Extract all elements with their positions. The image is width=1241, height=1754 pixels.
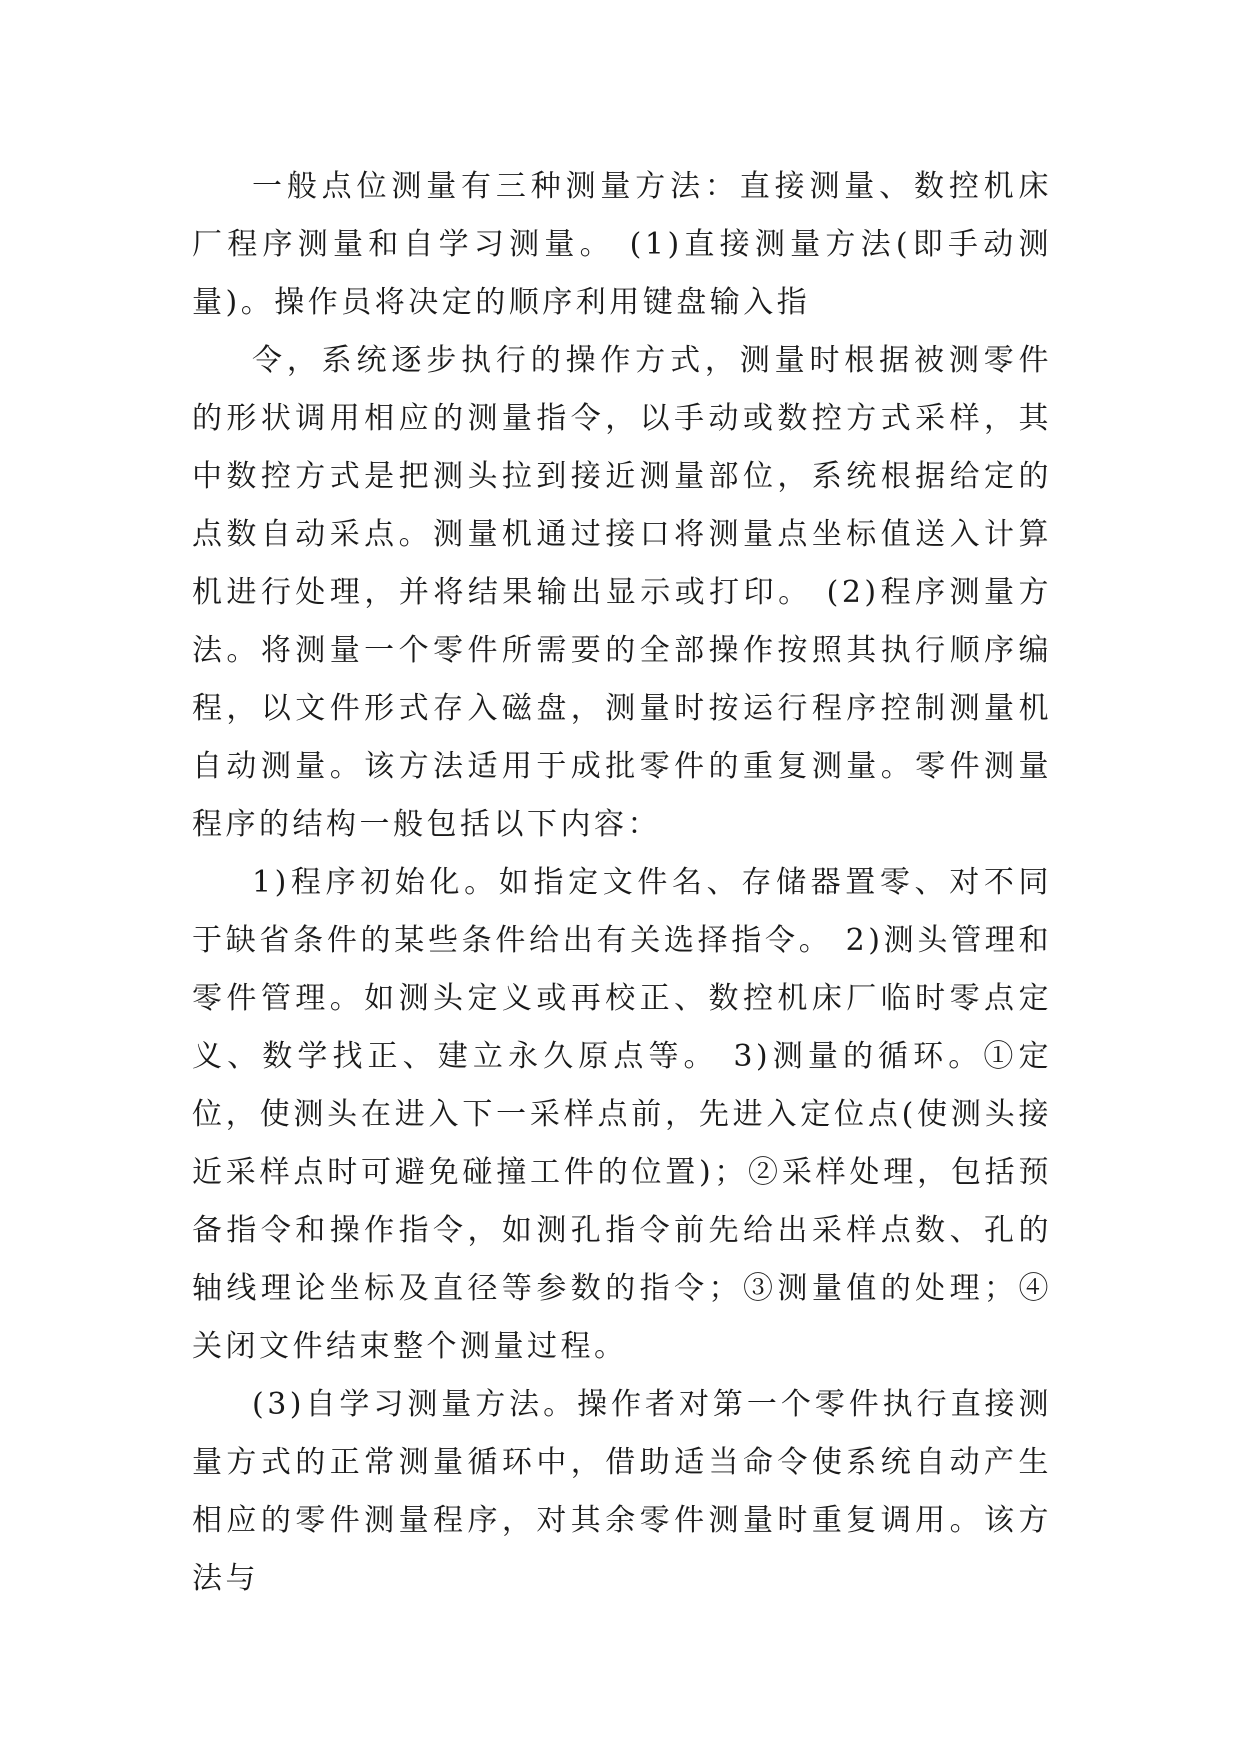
paragraph-4: (3)自学习测量方法。操作者对第一个零件执行直接测量方式的正常测量循环中，借助适当命令使系统自动产生相应的零件测量程序，对其余零件测量时重复调用。该方法与 xyxy=(192,1387,1052,1596)
document-body xyxy=(192,158,1052,1608)
paragraph-2: 令，系统逐步执行的操作方式，测量时根据被测零件的形状调用相应的测量指令，以手动或数控方式采样，其中数控方式是把测头拉到接近测量部位，系统根据给定的点数自动采点。测量机通过接口将测量点坐标值送入计算机进行处理，并将结果输出显示或打印。 (2)程序测量方法。将测量一个零件所需要的全部操作按照其执行顺序编程，以文件形式存入磁盘，测量时按运行程序控制测量机自动测量。该方法适用于成批零件的重复测量。零件测量程序的结构一般包括以下内容： xyxy=(192,343,1052,842)
paragraph-1: 一般点位测量有三种测量方法：直接测量、数控机床厂程序测量和自学习测量。 (1)直接测量方法(即手动测量)。操作员将决定的顺序利用键盘输入指 xyxy=(192,169,1052,320)
paragraph-3: 1)程序初始化。如指定文件名、存储器置零、对不同于缺省条件的某些条件给出有关选择指令。 2)测头管理和零件管理。如测头定义或再校正、数控机床厂临时零点定义、数学找正、建立永久原点等。 3)测量的循环。①定位，使测头在进入下一采样点前，先进入定位点(使测头接近采样点时可避免碰撞工件的位置)；②采样处理，包括预备指令和操作指令，如测孔指令前先给出采样点数、孔的轴线理论坐标及直径等参数的指令；③测量值的处理；④关闭文件结束整个测量过程。 xyxy=(192,865,1052,1364)
